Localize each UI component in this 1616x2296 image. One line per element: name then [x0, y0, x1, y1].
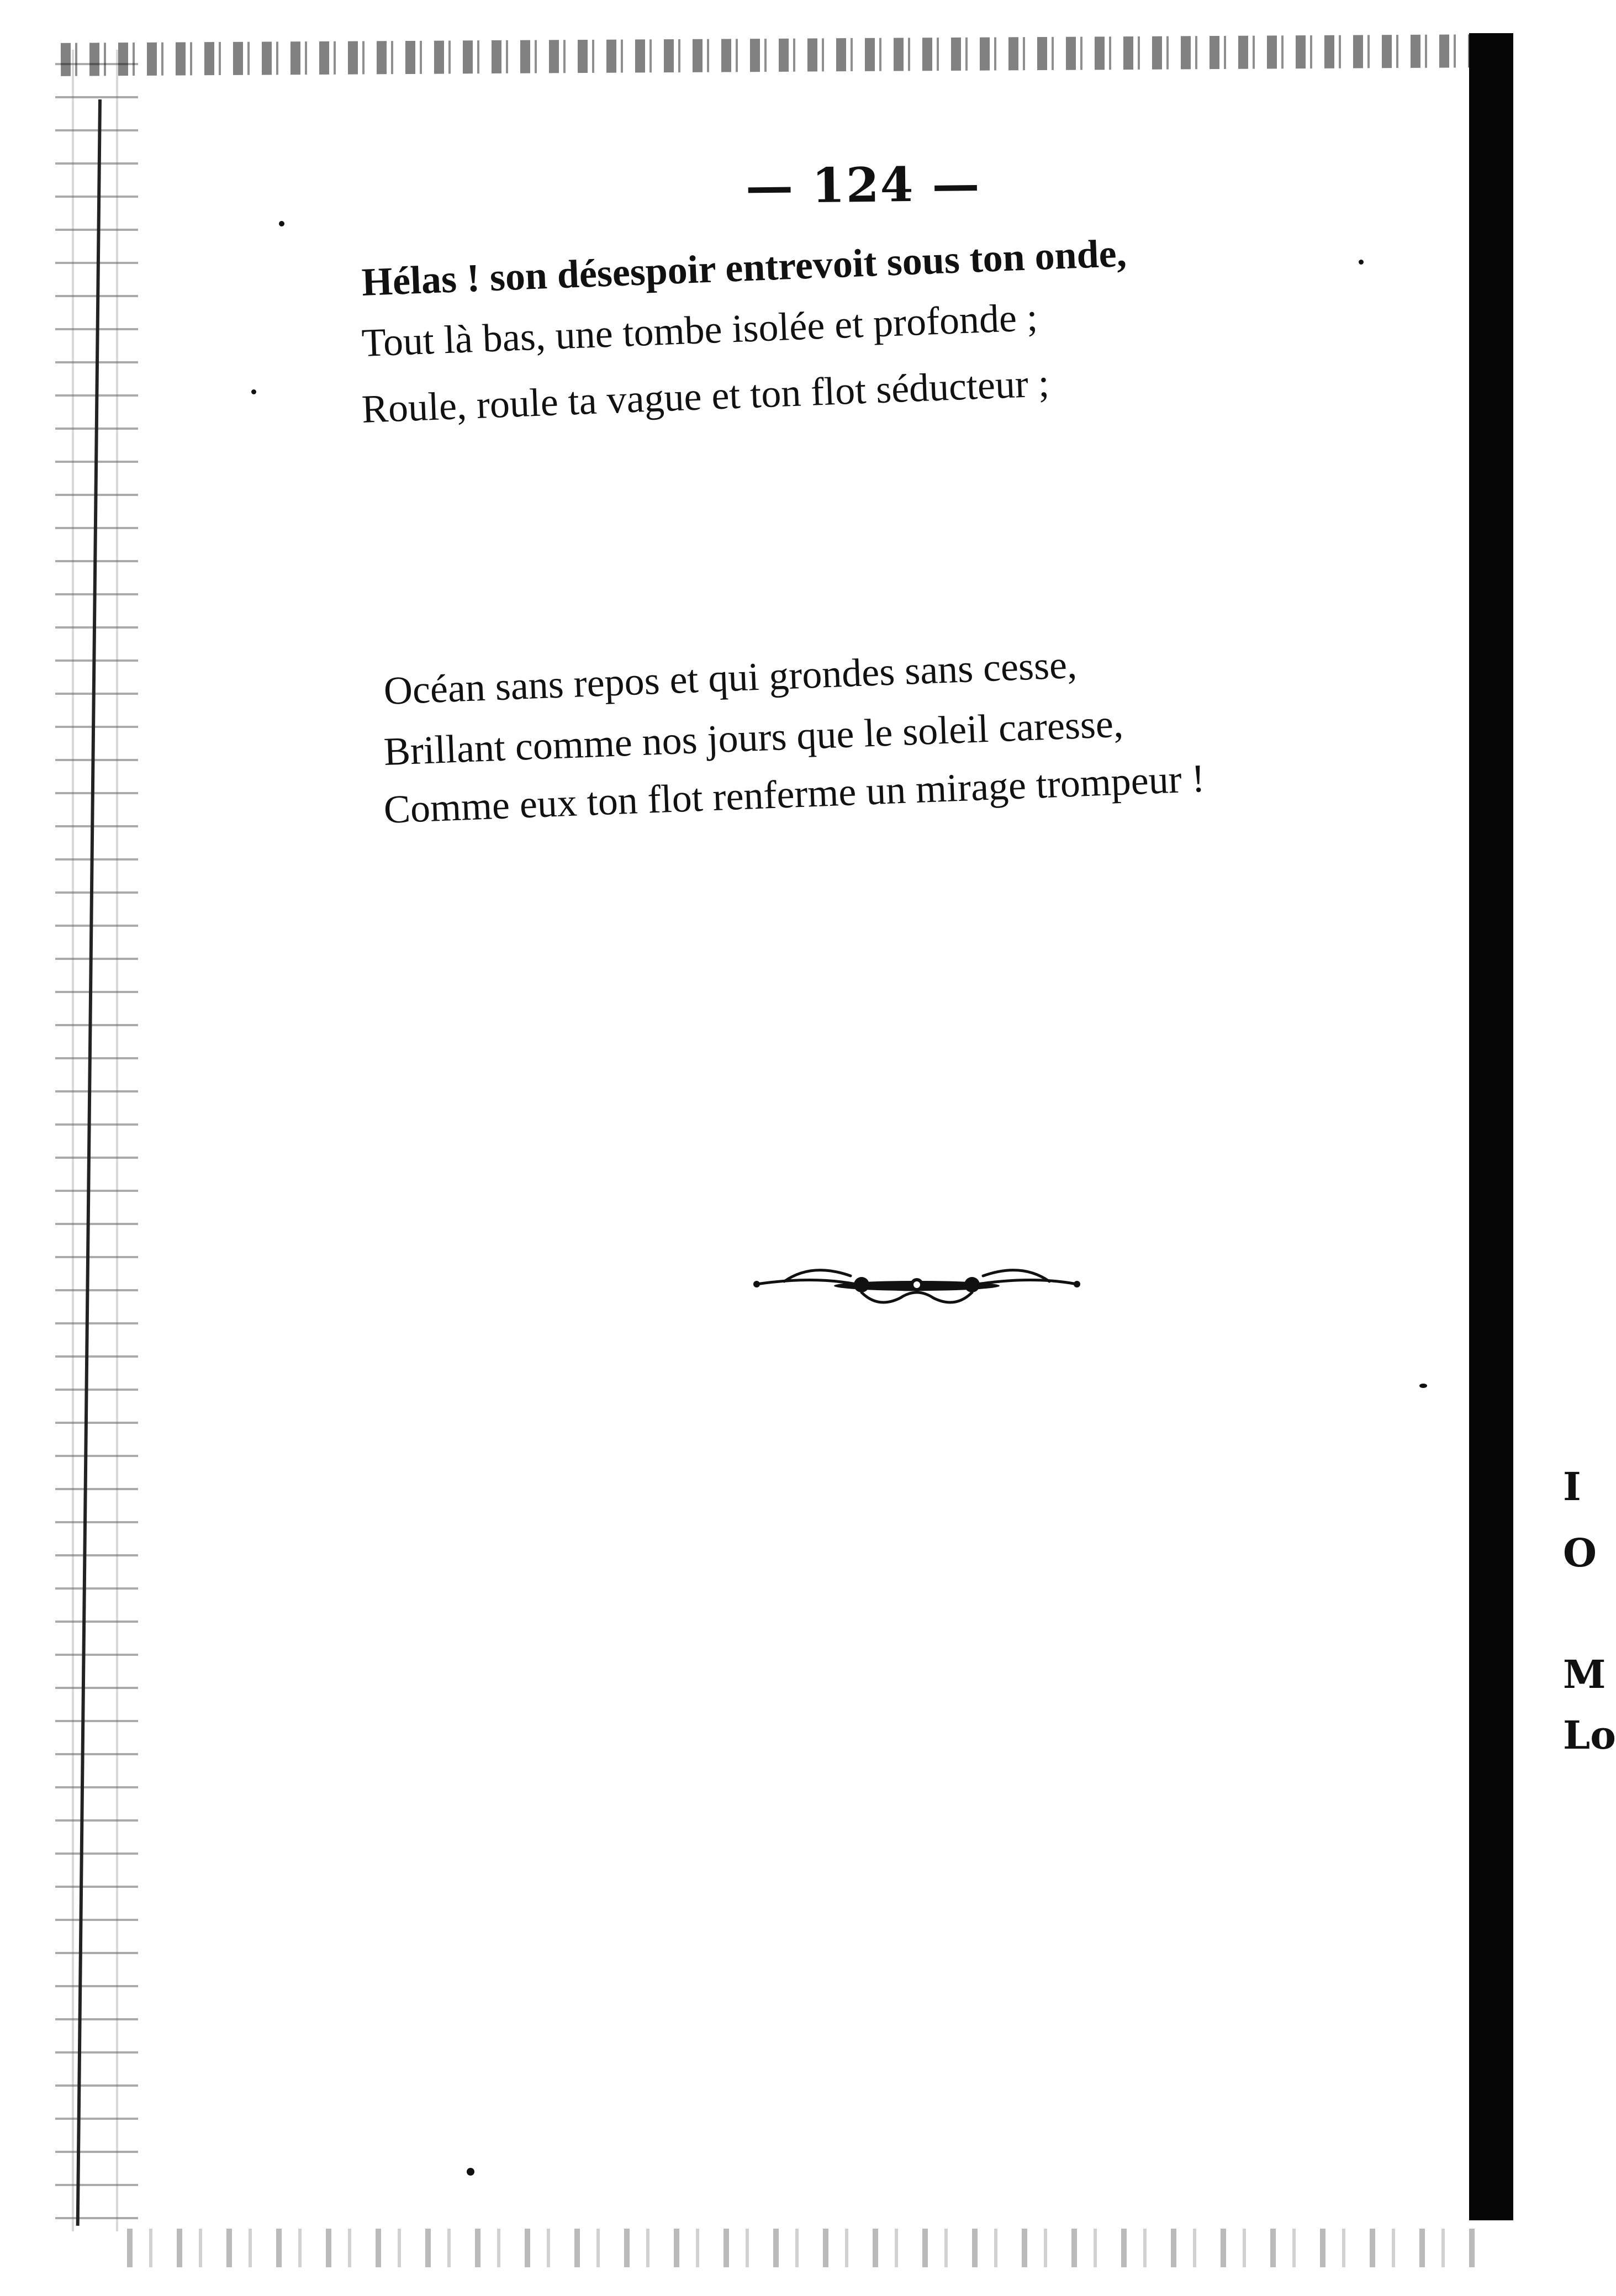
poem-line: Roule, roule ta vague et ton flot séducteur ;	[361, 361, 1050, 431]
poem-line: Hélas ! son désespoir entrevoit sous ton onde,	[361, 230, 1127, 304]
next-page-fragment: M	[1563, 1651, 1606, 1697]
scan-top-edge	[61, 34, 1475, 76]
fleuron-ornament-icon	[746, 1254, 1088, 1315]
ink-speck	[251, 389, 256, 394]
next-page-fragment: Lo	[1563, 1712, 1616, 1758]
ink-speck	[1419, 1384, 1427, 1388]
poem-line: Brillant comme nos jours que le soleil caresse,	[383, 701, 1124, 774]
book-binding-shadow	[1469, 33, 1513, 2220]
page-number: — 124 —	[745, 156, 981, 215]
ink-speck	[1359, 260, 1364, 265]
next-page-fragment: I	[1563, 1464, 1581, 1509]
next-page-fragment: O	[1563, 1530, 1597, 1576]
ink-speck	[279, 221, 284, 226]
scan-bottom-edge	[127, 2229, 1475, 2267]
next-page-edge	[1513, 0, 1616, 2296]
poem-line: Océan sans repos et qui grondes sans cesse,	[383, 642, 1078, 713]
poem-line: Tout là bas, une tombe isolée et profonde ;	[361, 295, 1039, 365]
poem-line: Comme eux ton flot renferme un mirage trompeur !	[383, 756, 1206, 832]
ink-speck	[467, 2168, 474, 2176]
